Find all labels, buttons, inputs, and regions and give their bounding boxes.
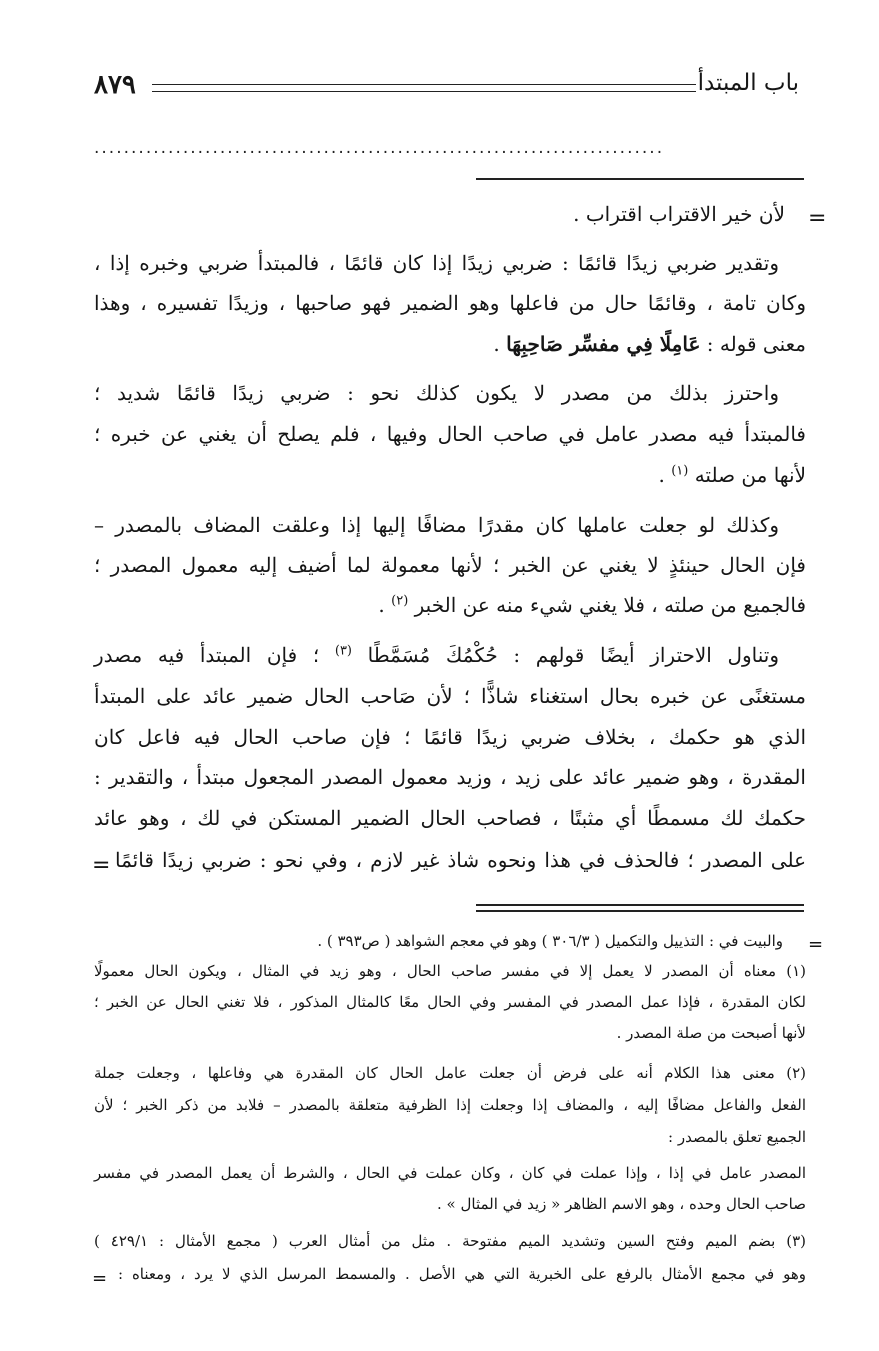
- footnote-line-1: والبيت في : التذييل والتكميل ( ٣٠٦/٣ ) وهو في معجم الشواهد ( ص٣٩٣ ) .: [317, 932, 783, 950]
- footnote-line-6: الفعل والفاعل مضافًا إليه ، والمضاف إذا وجعلت إذا الظرفية متعلقة بالمصدر – فلابد من ذكر الخبر ؛ لأن: [94, 1096, 806, 1114]
- body-line-2: وتقدير ضربي زيدًا قائمًا : ضربي زيدًا إذا كان قائمًا ، فالمبتدأ ضربي وخبره إذا ،: [94, 251, 779, 275]
- page-number: ٨٧٩: [94, 70, 136, 100]
- footnote-continuation-marker: =: [808, 934, 824, 955]
- end-marker: =: [92, 853, 111, 878]
- body-line-6: فالمبتدأ فيه مصدر عامل في صاحب الحال وفيها ، فلم يصلح أن يغني عن خبره ؛: [94, 422, 806, 446]
- footnote-line-8: المصدر عامل في إذا ، وإذا عملت في كان ، وكان عملت في الحال ، والشرط أن يعمل المصدر في مفسر: [94, 1164, 806, 1182]
- body-line-12: مستغنًى عن خبره بحال استغناء شاذًّا ؛ لأن صَاحب الحال ضمير عائد على المبتدأ: [94, 684, 806, 708]
- body-line-13: الذي هو حكمك ، بخلاف ضربي زيدًا قائمًا ؛ فإن صاحب الحال فيه فاعل كان: [94, 725, 806, 749]
- footnote-ref-3[interactable]: (٣): [334, 643, 352, 659]
- footnote-line-5: (٢) معنى هذا الكلام أنه على فرض أن جعلت عامل الحال كان المقدرة هي وفاعلها ، وجعلت جملة: [94, 1064, 806, 1082]
- footnote-ref-1[interactable]: (١): [671, 463, 689, 479]
- body-line-10: فالجميع من صلته ، فلا يغني شيء منه عن الخبر $^{(٢)}$ .: [378, 593, 806, 617]
- dotted-separator: .............................................................................: [94, 138, 665, 158]
- body-line-3: وكان تامة ، وقائمًا حال من فاعلها وهو الضمير فهو صاحبها ، وزيدًا تفسيره ، وهذا: [94, 291, 806, 315]
- footnote-line-10: (٣) بضم الميم وفتح السين وتشديد الميم مفتوحة . مثل من أمثال العرب ( مجمع الأمثال : ٤٢٩/١ ): [94, 1232, 806, 1250]
- footnote-line-11: وهو في مجمع الأمثال بالرفع على الخبرية التي هي الأصل . والمسمط المرسل الذي لا يرد ، ومعناه :: [118, 1265, 806, 1283]
- footnote-line-7: الجميع تعلق بالمصدر :: [668, 1128, 806, 1146]
- body-line-1: لأن خير الاقتراب اقتراب .: [573, 202, 785, 226]
- footnote-end-marker: =: [92, 1268, 108, 1289]
- body-line-15: حكمك لك مسمطًا أي مثبتًا ، فصاحب الحال الضمير المستكن في لك ، وهو عائد: [94, 806, 806, 830]
- continuation-marker: =: [808, 206, 827, 231]
- footnote-line-3: لكان المقدرة ، فإذا عمل المصدر في المفسر وفي الحال معًا كالمثال المذكور ، فلا تغني الحال عن الخبر ؛: [94, 993, 806, 1011]
- body-line-16: على المصدر ؛ فالحذف في هذا ونحوه شاذ غير لازم ، وفي نحو : ضربي زيدًا قائمًا: [115, 848, 806, 872]
- body-line-4: معنى قوله : عَامِلًا فِي مفسِّر صَاحِبِهَا .: [493, 332, 806, 356]
- body-line-7: لأنها من صلته $^{(١)}$ .: [658, 463, 806, 487]
- body-line-14: المقدرة ، وهو ضمير عائد على زيد ، وزيد معمول المصدر المجعول مبتدأ ، والتقدير :: [94, 765, 806, 789]
- short-separator: [476, 178, 804, 180]
- chapter-title: باب المبتدأ: [697, 70, 799, 96]
- header-rule: [152, 84, 696, 92]
- footnote-separator: [476, 904, 804, 912]
- quoted-verse: عَامِلًا فِي مفسِّر صَاحِبِهَا: [506, 332, 701, 356]
- body-line-5: واحترز بذلك من مصدر لا يكون كذلك نحو : ضربي زيدًا قائمًا شديد ؛: [94, 381, 779, 405]
- body-line-11: وتناول الاحتراز أيضًا قولهم : حُكْمُكَ مُسَمَّطًا $^{(٣)}$ ؛ فإن المبتدأ فيه مصدر: [94, 643, 780, 667]
- body-line-8: وكذلك لو جعلت عاملها كان مقدرًا مضافًا إليها إذا وعلقت المضاف بالمصدر –: [94, 513, 779, 537]
- footnote-line-4: لأنها أصبحت من صلة المصدر .: [616, 1024, 806, 1042]
- footnote-ref-2[interactable]: (٢): [391, 593, 409, 609]
- footnote-line-2: (١) معناه أن المصدر لا يعمل إلا في مفسر صاحب الحال ، وهو زيد في المثال ، ويكون الحال معمولًا: [94, 962, 806, 980]
- body-line-9: فإن الحال حينئذٍ لا يغني عن الخبر ؛ لأنها معمولة لما أضيف إليه معمول المصدر ؛: [94, 553, 806, 577]
- footnote-line-9: صاحب الحال وحده ، وهو الاسم الظاهر « زيد في المثال » .: [437, 1195, 806, 1213]
